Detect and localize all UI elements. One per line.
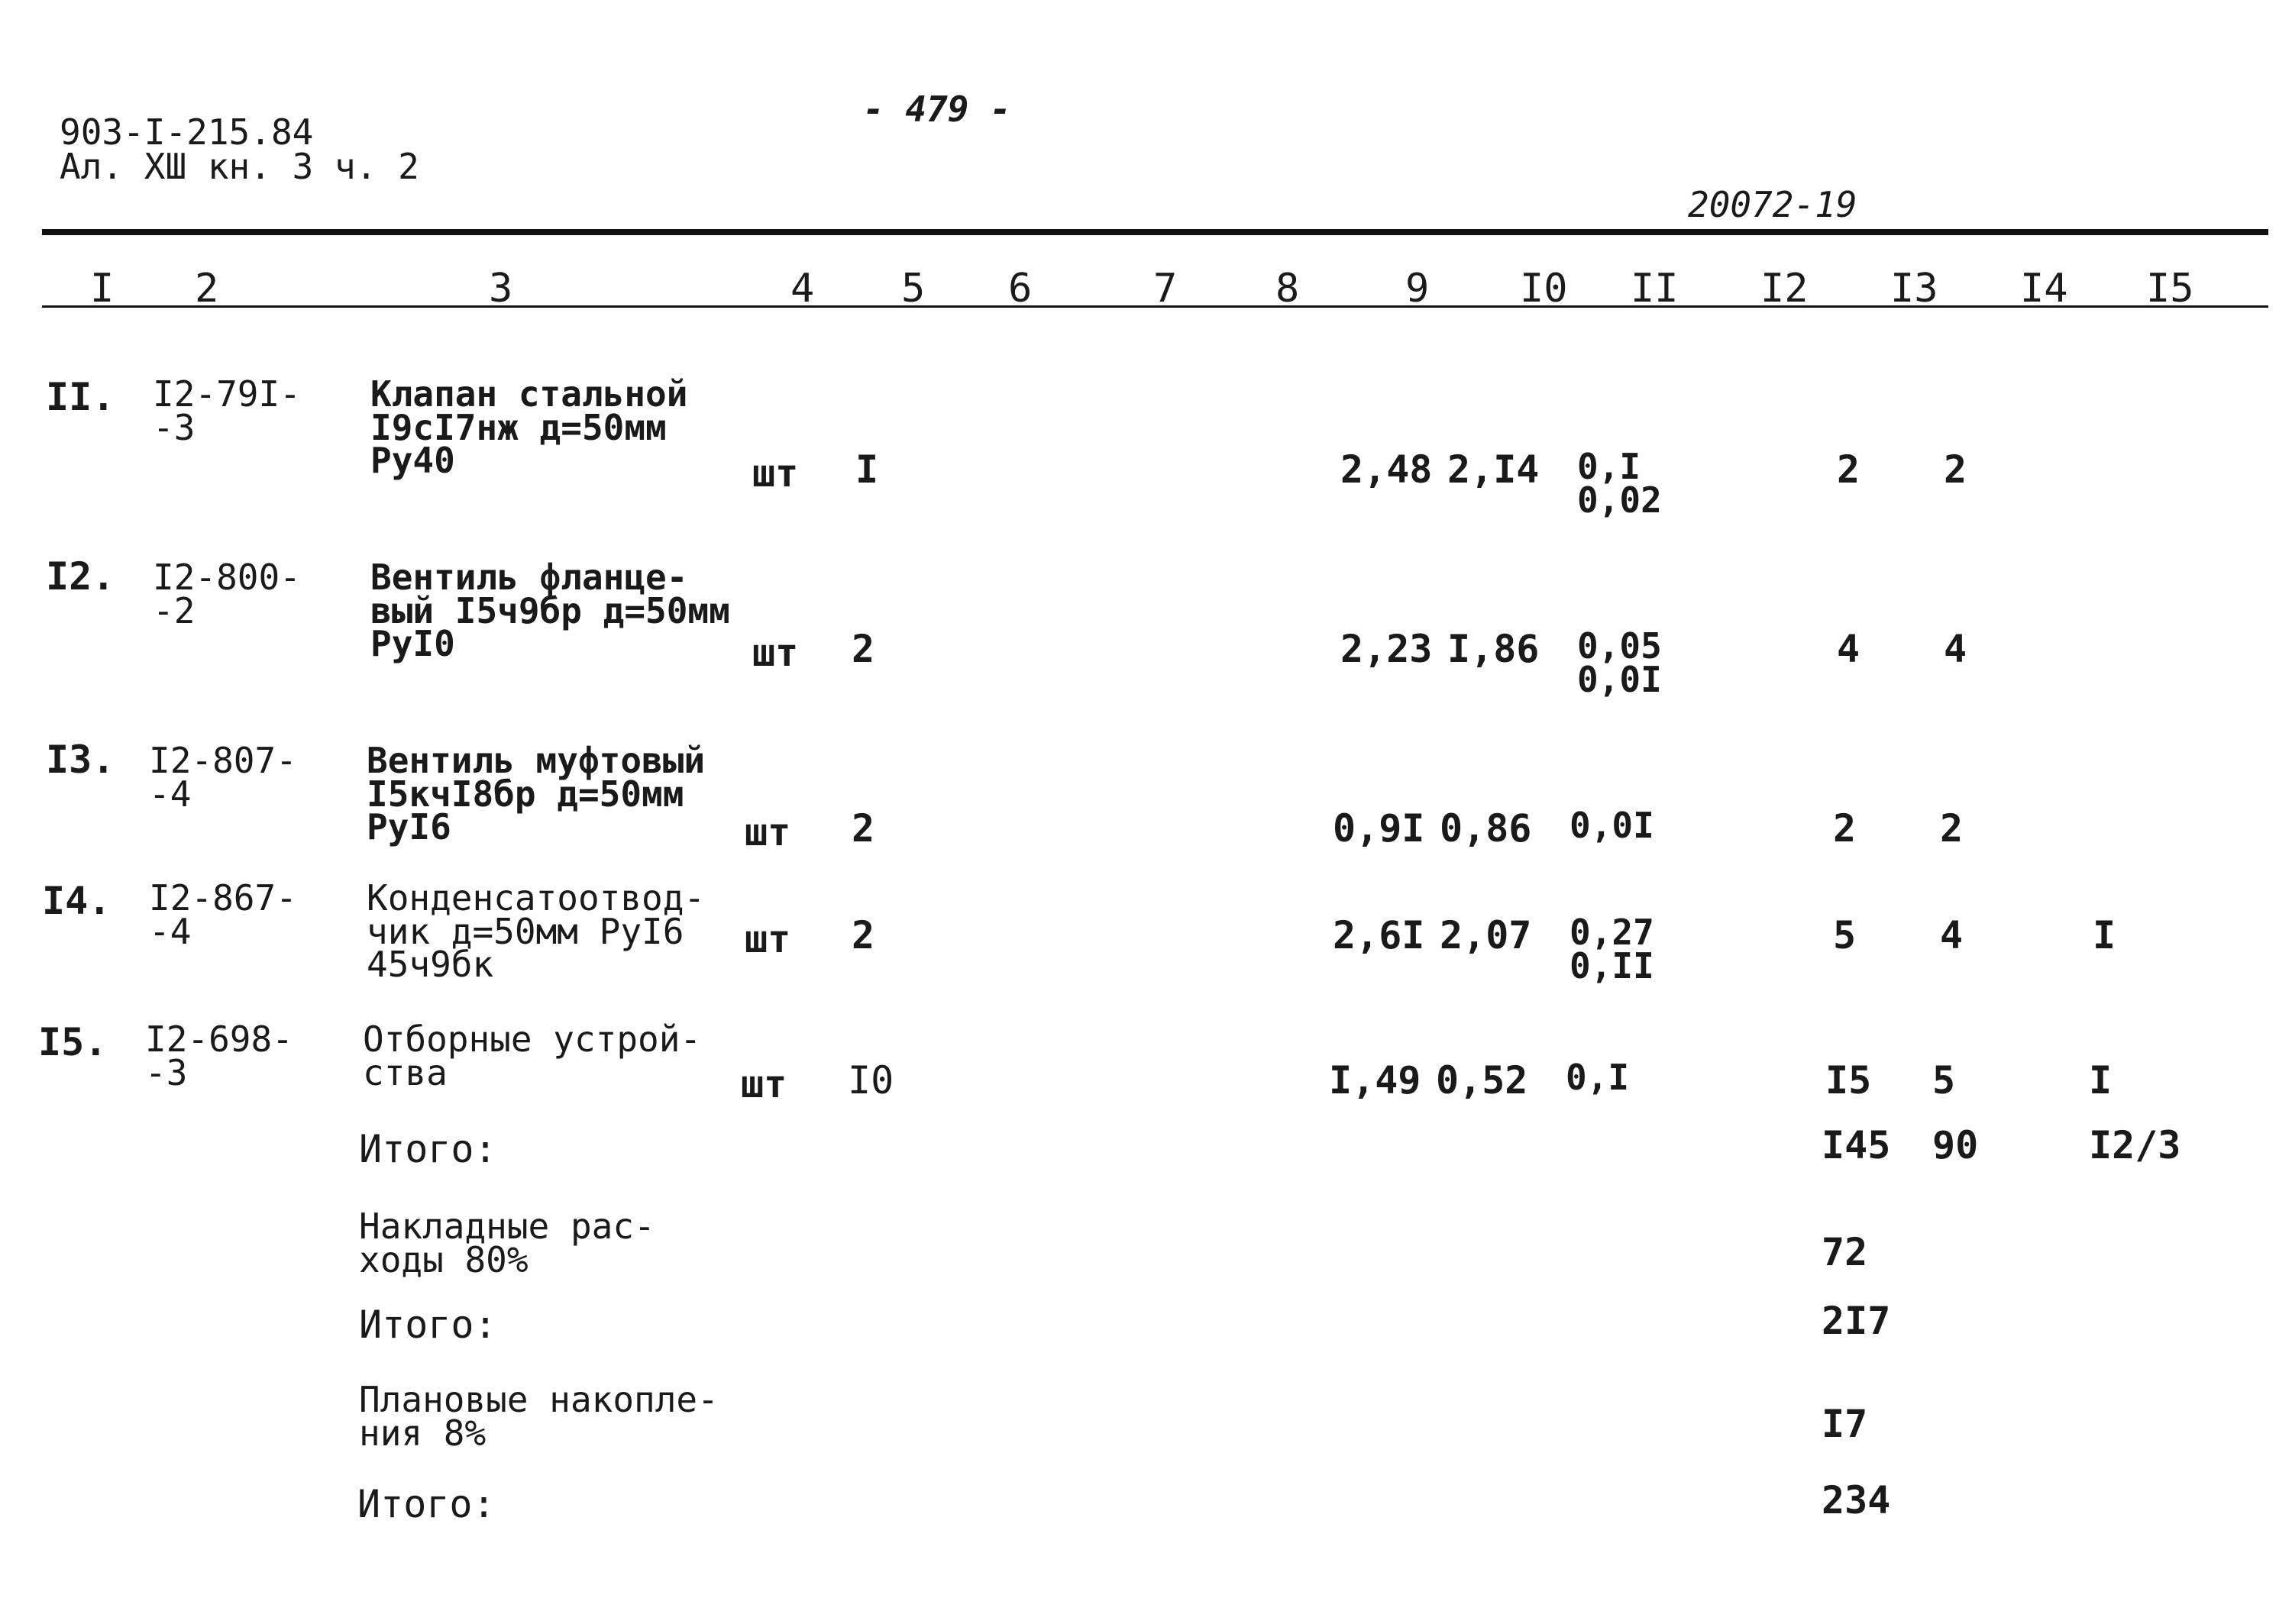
quantity: 2 [852,627,875,671]
col13-value: 5 [1932,1058,1956,1103]
summary-label: Накладные рас- ходы 80% [359,1206,655,1280]
unit: шт [752,631,799,675]
col15-value: I [2089,1058,2113,1103]
col-num-5: 5 [901,266,926,312]
item-description: Конденсатоотвод- чик д=50мм РуI6 45ч9бк [367,877,706,986]
unit: шт [741,1062,787,1106]
col-num-6: 6 [1008,266,1033,312]
col10-value: 2,07 [1440,913,1532,957]
summary-label: Итого: [359,1303,497,1347]
col12-value: 2 [1833,806,1857,851]
top-rule [42,229,2268,235]
col-num-1: I [90,266,115,312]
col12-value: 5 [1833,913,1857,957]
col-num-15: I5 [2146,266,2194,312]
col-num-9: 9 [1405,266,1430,312]
col13-value: 2 [1944,447,1967,492]
unit: шт [745,810,791,854]
page-number: - 479 - [863,89,1011,130]
rate-code: I2-800- -2 [153,557,301,631]
rate-code: I2-698- -3 [145,1019,293,1093]
col15-value: I2/3 [2089,1123,2181,1167]
quantity: I0 [848,1058,894,1103]
col11-value: 0,05 0,0I [1577,625,1662,700]
col11-value: 0,0I [1569,805,1654,846]
col9-value: 2,23 [1340,627,1433,671]
col11-value: 0,I 0,02 [1577,446,1662,521]
col9-value: 2,48 [1340,447,1433,492]
col-num-11: II [1631,266,1679,312]
col12-value: 2 [1837,447,1860,492]
summary-label: Итого: [357,1482,496,1526]
col-num-14: I4 [2020,266,2068,312]
item-description: Клапан стальной I9cI7нж д=50мм Ру40 [370,373,688,482]
col-num-12: I2 [1760,266,1809,312]
col-num-4: 4 [790,266,815,312]
col15-value: I [2093,913,2116,957]
col12-value: 2I7 [1822,1299,1891,1343]
col12-value: 234 [1822,1478,1891,1522]
col-num-7: 7 [1153,266,1178,312]
col9-value: I,49 [1329,1058,1421,1103]
document-code: 903-I-215.84 [60,111,314,153]
summary-label: Итого: [359,1127,497,1171]
item-description: Вентиль муфтовый I5кчI8бр д=50мм РуI6 [367,740,706,848]
col10-value: 0,86 [1440,806,1532,851]
col10-value: 0,52 [1436,1058,1528,1103]
col13-value: 2 [1940,806,1964,851]
row-number: I2. [46,554,115,599]
album-line: Ал. XШ кн. 3 ч. 2 [60,146,419,187]
row-number: I4. [42,879,112,923]
unit: шт [752,451,799,496]
col12-value: I5 [1825,1058,1872,1103]
row-number: I3. [46,738,115,782]
col12-value: 4 [1837,627,1860,671]
col-num-8: 8 [1275,266,1300,312]
col-num-2: 2 [195,266,219,312]
col9-value: 2,6I [1333,913,1425,957]
col12-value: 72 [1822,1230,1868,1274]
col11-value: 0,I [1566,1057,1630,1098]
quantity: 2 [852,806,875,851]
row-number: II. [46,375,115,419]
quantity: I [855,447,879,492]
col9-value: 0,9I [1333,806,1425,851]
col10-value: I,86 [1447,627,1540,671]
col13-value: 90 [1932,1123,1979,1167]
sheet-code: 20072-19 [1688,184,1857,225]
item-description: Вентиль фланце- вый I5ч9бр д=50мм РуI0 [370,557,730,665]
rate-code: I2-79I- -3 [153,373,301,448]
col13-value: 4 [1944,627,1967,671]
unit: шт [745,917,791,961]
col13-value: 4 [1940,913,1964,957]
col12-value: I7 [1822,1402,1868,1446]
rate-code: I2-807- -4 [149,740,297,815]
col10-value: 2,I4 [1447,447,1540,492]
row-number: I5. [38,1020,108,1064]
col-num-3: 3 [489,266,513,312]
col11-value: 0,27 0,II [1569,912,1654,986]
col-num-10: I0 [1520,266,1568,312]
rate-code: I2-867- -4 [149,877,297,952]
col12-value: I45 [1822,1123,1891,1167]
item-description: Отборные устрой- ства [363,1019,702,1093]
quantity: 2 [852,913,875,957]
summary-label: Плановые накопле- ния 8% [359,1379,719,1454]
col-num-13: I3 [1890,266,1938,312]
